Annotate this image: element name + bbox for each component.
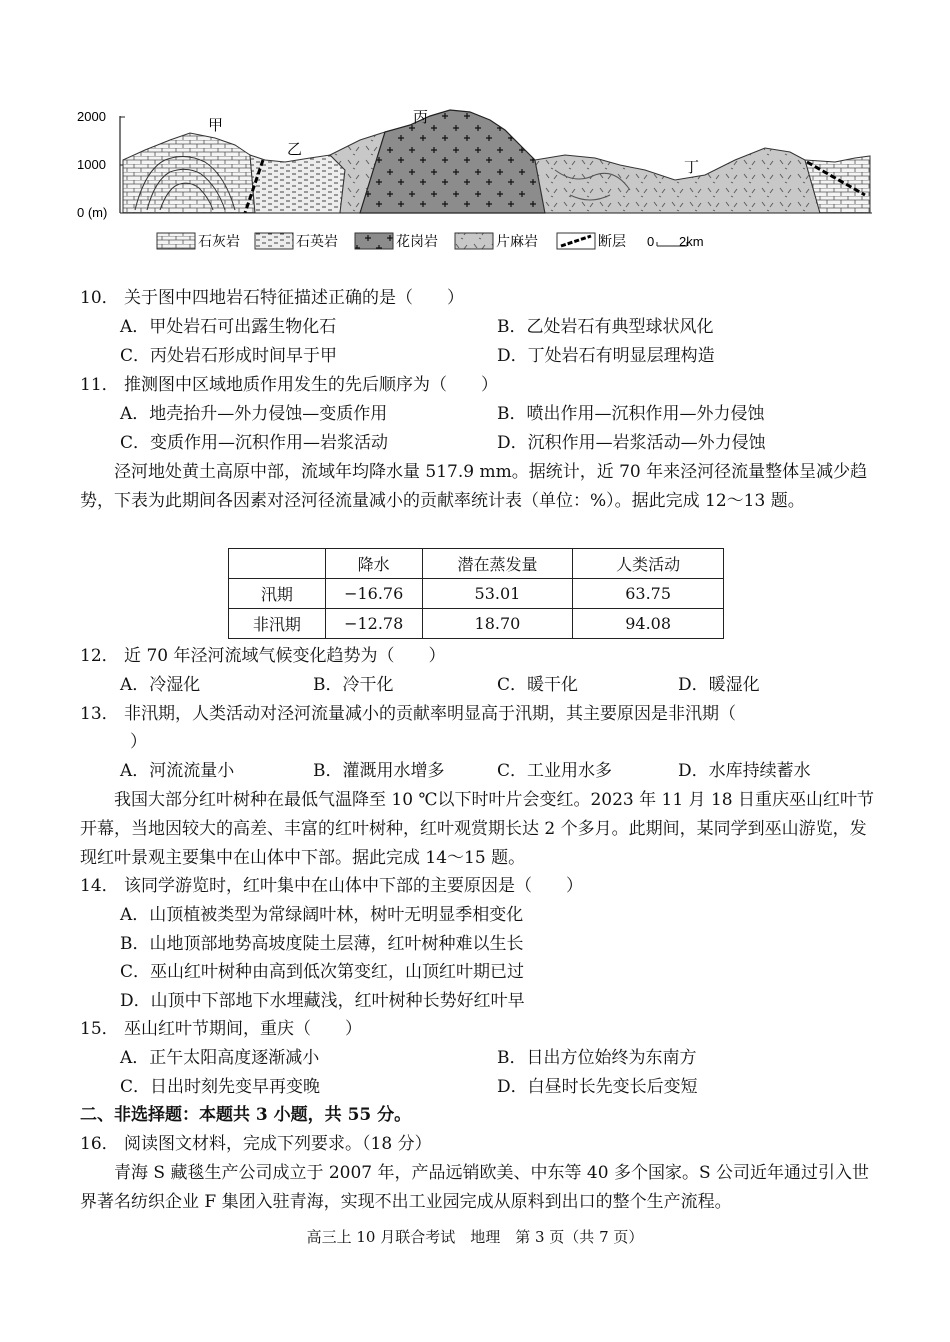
- legend-gneiss: 片麻岩: [496, 234, 538, 250]
- passage-jinghe: 泾河地处黄土高原中部，流域年均降水量 517.9 mm。据统计，近 70 年来泾河径流量整体呈减少趋势，下表为此期间各因素对泾河径流量减小的贡献率统计表（单位：%）。据此完成 12～13 题。: [80, 462, 868, 511]
- q12-option-a: A．冷湿化: [120, 675, 201, 695]
- q10-option-c: C．丙处岩石形成时间早于甲: [120, 346, 338, 366]
- q11-stem: 11． 推测图中区域地质作用发生的先后顺序为（ ）: [80, 375, 499, 395]
- q15-option-d: D．白昼时长先变长后变短: [497, 1077, 698, 1097]
- q11-option-c: C．变质作用—沉积作用—岩浆活动: [120, 433, 389, 453]
- q14-option-a: A．山顶植被类型为常绿阔叶林，树叶无明显季相变化: [120, 905, 524, 925]
- y-tick-0: 0 (m): [77, 205, 108, 220]
- table-header-row: [229, 549, 724, 579]
- q11-option-d: D．沉积作用—岩浆活动—外力侵蚀: [497, 433, 766, 453]
- table-cell: 53.01: [422, 579, 573, 609]
- site-label-bing: 丙: [413, 108, 429, 126]
- q15-option-a: A．正午太阳高度逐渐减小: [120, 1048, 320, 1068]
- y-tick-2000: 2000: [77, 109, 106, 124]
- table-cell: 94.08: [573, 609, 724, 639]
- q13-stem-end: ）: [130, 732, 147, 752]
- table-row: [229, 609, 724, 639]
- gneiss-region-right: [535, 148, 820, 213]
- q10-option-d: D．丁处岩石有明显层理构造: [497, 346, 715, 366]
- limestone-region: [123, 133, 255, 213]
- geologic-cross-section: [75, 100, 875, 265]
- contribution-table: [228, 548, 724, 639]
- q12-option-c: C．暖干化: [497, 675, 579, 695]
- q13-option-c: C．工业用水多: [497, 761, 613, 781]
- granite-region: [360, 110, 545, 213]
- q10-stem: 10． 关于图中四地岩石特征描述正确的是（ ）: [80, 288, 465, 308]
- table-cell: −12.78: [325, 609, 422, 639]
- table-header-cell: 人类活动: [573, 549, 724, 579]
- table-header-cell: [229, 549, 326, 579]
- quartzite-region: [250, 155, 345, 213]
- q12-option-d: D．暖湿化: [678, 675, 760, 695]
- q12-stem: 12． 近 70 年泾河流域气候变化趋势为（ ）: [80, 646, 446, 666]
- site-label-ding: 丁: [684, 158, 700, 176]
- table-cell: 18.70: [422, 609, 573, 639]
- q10-option-a: A．甲处岩石可出露生物化石: [120, 317, 337, 337]
- q10-option-b: B．乙处岩石有典型球状风化: [497, 317, 714, 337]
- scale-zero: 0: [647, 234, 655, 249]
- scale-length: 2km: [679, 234, 704, 249]
- legend: [157, 233, 704, 250]
- table-header-cell: 降水: [325, 549, 422, 579]
- q14-stem: 14． 该同学游览时，红叶集中在山体中下部的主要原因是（ ）: [80, 876, 584, 896]
- site-label-jia: 甲: [208, 116, 224, 134]
- q15-stem: 15． 巫山红叶节期间，重庆（ ）: [80, 1019, 363, 1039]
- q14-option-c: C．巫山红叶树种由高到低次第变红，山顶红叶期已过: [120, 962, 525, 982]
- q13-stem: 13． 非汛期，人类活动对泾河流量减小的贡献率明显高于汛期，其主要原因是非汛期（: [80, 704, 737, 724]
- legend-granite: 花岗岩: [396, 234, 438, 250]
- legend-limestone: 石灰岩: [198, 234, 240, 250]
- page-footer: 高三上 10 月联合考试 地理 第 3 页（共 7 页）: [306, 1228, 644, 1246]
- q14-option-d: D．山顶中下部地下水埋藏浅，红叶树种长势好红叶早: [120, 991, 525, 1011]
- table-row: [229, 579, 724, 609]
- table-header-cell: 潜在蒸发量: [422, 549, 573, 579]
- q13-option-d: D．水库持续蓄水: [678, 761, 811, 781]
- legend-quartzite: 石英岩: [296, 234, 338, 250]
- q12-option-b: B．冷干化: [313, 675, 394, 695]
- q15-option-c: C．日出时刻先变早再变晚: [120, 1077, 321, 1097]
- table-cell: −16.76: [325, 579, 422, 609]
- q13-option-b: B．灌溉用水增多: [313, 761, 445, 781]
- site-label-yi: 乙: [287, 140, 303, 158]
- table-cell: 63.75: [573, 579, 724, 609]
- passage-wushan: 我国大部分红叶树种在最低气温降至 10 ℃以下时叶片会变红。2023 年 11 月 18 日重庆巫山红叶节开幕，当地因较大的高差、丰富的红叶树种，红叶观赏期长达 2 个多月。此期间，某同学到巫山游览，发现红叶景观主要集中在山体中下部。据此完成 14～15 题。: [80, 790, 875, 868]
- legend-fault: 断层: [598, 234, 626, 250]
- table-cell: 非汛期: [229, 609, 326, 639]
- q11-option-b: B．喷出作用—沉积作用—外力侵蚀: [497, 404, 765, 424]
- q16-stem: 16． 阅读图文材料，完成下列要求。（18 分）: [80, 1134, 432, 1154]
- q11-option-a: A．地壳抬升—外力侵蚀—变质作用: [120, 404, 388, 424]
- table-cell: 汛期: [229, 579, 326, 609]
- y-tick-1000: 1000: [77, 157, 106, 172]
- q13-option-a: A．河流流量小: [120, 761, 235, 781]
- section-two-heading: 二、非选择题：本题共 3 小题，共 55 分。: [80, 1105, 412, 1125]
- q16-passage: 青海 S 藏毯生产公司成立于 2007 年，产品远销欧美、中东等 40 多个国家。S 公司近年通过引入世界著名纺织企业 F 集团入驻青海，实现不出工业园完成从原料到出口的整个生产流程。: [80, 1163, 870, 1212]
- q15-option-b: B．日出方位始终为东南方: [497, 1048, 697, 1068]
- q14-option-b: B．山地顶部地势高坡度陡土层薄，红叶树种难以生长: [120, 934, 524, 954]
